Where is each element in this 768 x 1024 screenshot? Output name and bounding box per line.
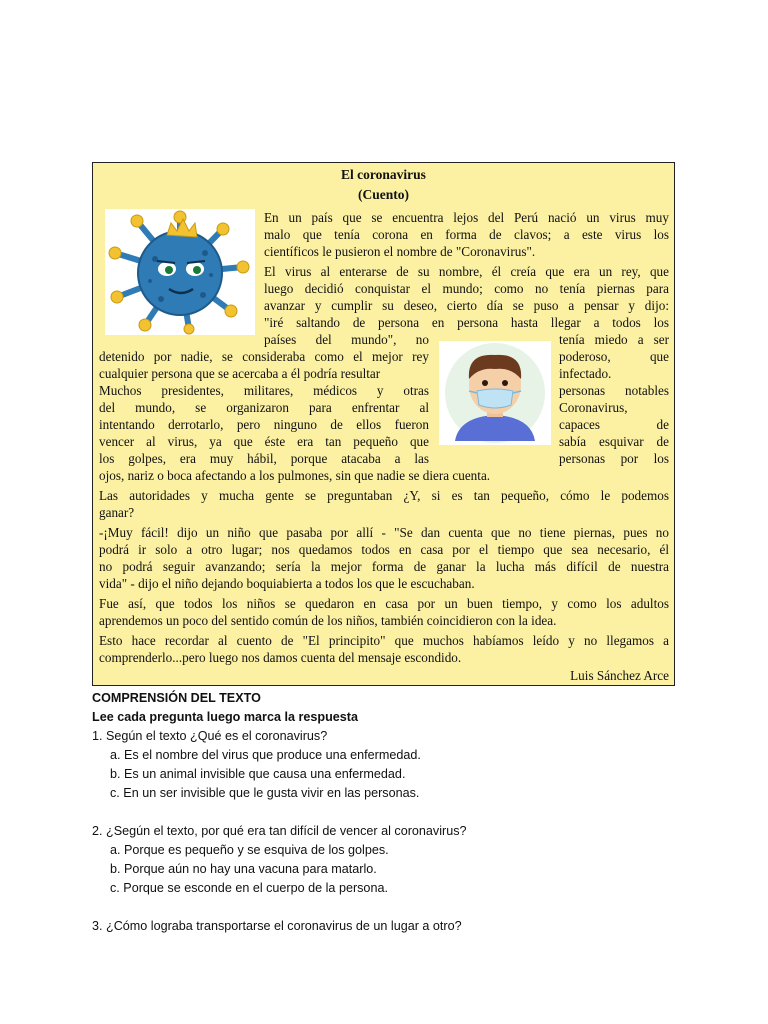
- story-line: Coronavirus,: [559, 400, 628, 415]
- story-line: luego decidió conquistar el mundo; como no tenía piernas para: [264, 281, 669, 296]
- story-line: ojos, nariz o boca afectando a los pulmones, sin que nadie se diera cuenta.: [99, 468, 491, 483]
- story-line: "iré saltando de persona en persona hasta llegar a todos los: [264, 315, 669, 330]
- story-line: malo que tenía corona en forma de clavos; a este virus los: [264, 227, 669, 242]
- story-line: científicos le pusieron el nombre de "Coronavirus".: [264, 244, 536, 259]
- story-line: infectado.: [559, 366, 612, 381]
- story-line: En un país que se encuentra lejos del Perú nació un virus muy: [264, 210, 669, 225]
- story-line: comprenderlo...pero luego nos damos cuenta del mensaje escondido.: [99, 650, 462, 665]
- story-line: países del mundo", no: [264, 332, 429, 347]
- story-line: cualquier persona que se acercaba a él podría resultar: [99, 366, 381, 381]
- question-1-option-a[interactable]: a. Es el nombre del virus que produce una enfermedad.: [110, 748, 421, 762]
- question-3: 3. ¿Cómo lograba transportarse el coronavirus de un lugar a otro?: [92, 919, 462, 933]
- story-line: sabía esquivar de: [559, 434, 669, 449]
- question-2-option-c[interactable]: c. Porque se esconde en el cuerpo de la persona.: [110, 881, 388, 895]
- story-line: capaces de: [559, 417, 669, 432]
- story-line: Muchos presidentes, militares, médicos y otras: [99, 383, 429, 398]
- story-line: -¡Muy fácil! dijo un niño que pasaba por allí - "Se dan cuenta que no tiene piernas, pues no: [99, 525, 669, 540]
- story-line: detenido por nadie, se consideraba como el mejor rey: [99, 349, 429, 364]
- story-line: personas notables: [559, 383, 669, 398]
- story-box: [92, 162, 675, 686]
- question-1-option-c[interactable]: c. En un ser invisible que le gusta vivir en las personas.: [110, 786, 420, 800]
- boy-with-mask-illustration: [439, 341, 551, 445]
- story-author: Luis Sánchez Arce: [570, 668, 669, 683]
- story-line: ganar?: [99, 505, 135, 520]
- story-line: del mundo, se organizaron para enfrentar al: [99, 400, 429, 415]
- story-subtitle: (Cuento): [358, 187, 409, 202]
- story-line: vida" - dijo el niño dejando boquiabierta a todos los que le escuchaban.: [99, 576, 475, 591]
- story-line: Esto hace recordar al cuento de "El principito" que muchos habíamos leído y no llegamos a: [99, 633, 669, 648]
- story-line: El virus al enterarse de su nombre, él creía que era un rey, que: [264, 264, 669, 279]
- story-line: aprendemos un poco del sentido común de los niños, también coincidieron con la idea.: [99, 613, 557, 628]
- story-line: poderoso, que: [559, 349, 669, 364]
- story-line: no podrá seguir avanzando; sería la mejor forma de ganar la lucha más difícil de nuestra: [99, 559, 669, 574]
- question-2-option-a[interactable]: a. Porque es pequeño y se esquiva de los golpes.: [110, 843, 389, 857]
- story-line: avanzar y cumplir su deseo, cierto día se puso a pensar y dijo:: [264, 298, 669, 313]
- comprehension-heading: COMPRENSIÓN DEL TEXTO: [92, 691, 261, 705]
- story-line: Fue así, que todos los niños se quedaron en casa por un buen tiempo, y como los adultos: [99, 596, 669, 611]
- comprehension-instruction: Lee cada pregunta luego marca la respuesta: [92, 710, 358, 724]
- question-1: 1. Según el texto ¿Qué es el coronavirus?: [92, 729, 328, 743]
- story-title: El coronavirus: [341, 167, 426, 182]
- story-line: vencer al virus, ya que éste era tan pequeño que: [99, 434, 429, 449]
- question-2: 2. ¿Según el texto, por qué era tan difícil de vencer al coronavirus?: [92, 824, 467, 838]
- story-line: Las autoridades y mucha gente se preguntaban ¿Y, si es tan pequeño, cómo le podemos: [99, 488, 669, 503]
- story-line: personas por los: [559, 451, 669, 466]
- question-2-option-b[interactable]: b. Porque aún no hay una vacuna para matarlo.: [110, 862, 377, 876]
- story-line: tenía miedo a ser: [559, 332, 669, 347]
- story-line: podrá ir solo a otro lugar; nos quedamos todos en casa por el tiempo que sea necesario, él: [99, 542, 669, 557]
- coronavirus-character-illustration: [105, 209, 255, 335]
- question-1-option-b[interactable]: b. Es un animal invisible que causa una enfermedad.: [110, 767, 406, 781]
- story-line: los golpes, era muy hábil, porque atacaba a las: [99, 451, 429, 466]
- story-line: intentando derrotarlo, pero ninguno de ellos fueron: [99, 417, 429, 432]
